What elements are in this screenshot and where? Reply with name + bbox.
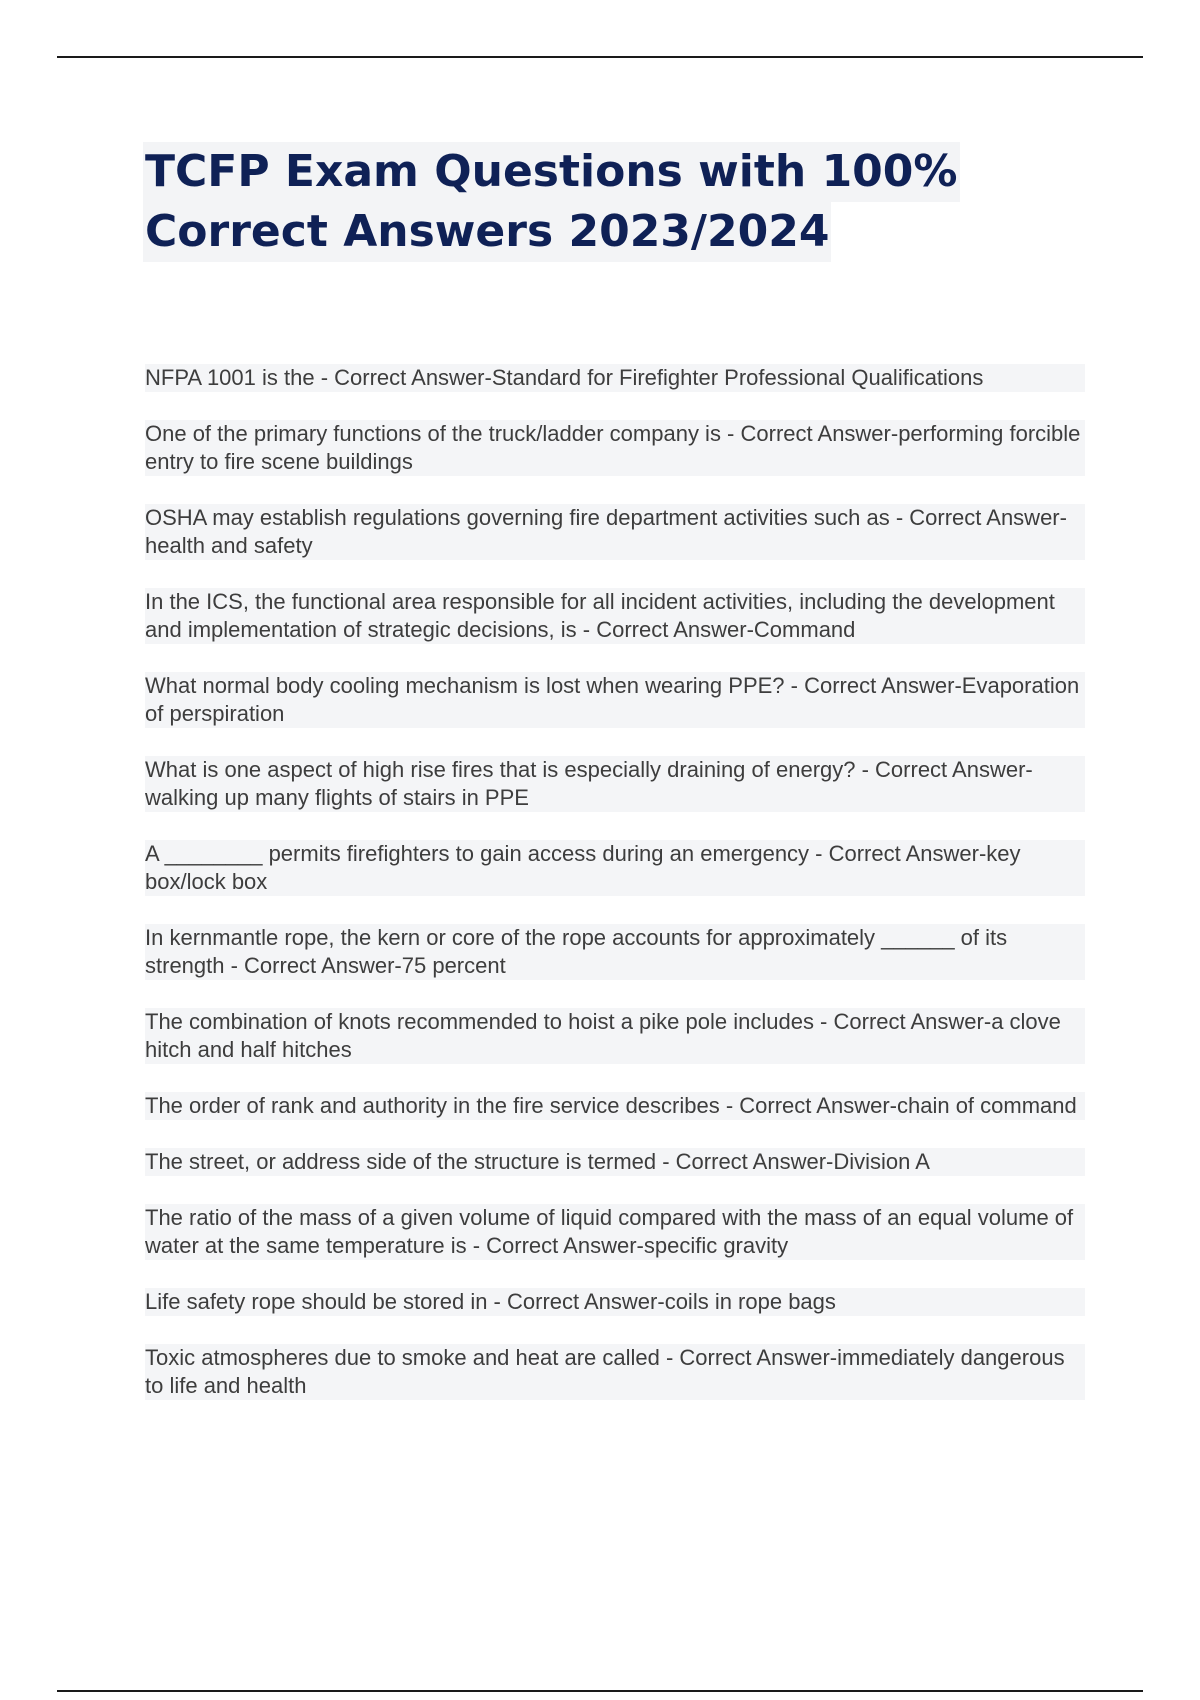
qa-item: The street, or address side of the structure is termed - Correct Answer-Division A — [145, 1148, 1085, 1176]
qa-item: What is one aspect of high rise fires that is especially draining of energy? - Correct Answer-walking up many flights of stairs in PPE — [145, 756, 1085, 812]
qa-item: The combination of knots recommended to hoist a pike pole includes - Correct Answer-a clove hitch and half hitches — [145, 1008, 1085, 1064]
qa-item: The order of rank and authority in the fire service describes - Correct Answer-chain of command — [145, 1092, 1085, 1120]
qa-item: The ratio of the mass of a given volume of liquid compared with the mass of an equal volume of water at the same temperature is - Correct Answer-specific gravity — [145, 1204, 1085, 1260]
qa-item: What normal body cooling mechanism is lost when wearing PPE? - Correct Answer-Evaporation of perspiration — [145, 672, 1085, 728]
qa-item: A ________ permits firefighters to gain access during an emergency - Correct Answer-key box/lock box — [145, 840, 1085, 896]
title-line-2: Correct Answers 2023/2024 — [143, 202, 831, 262]
qa-item: In the ICS, the functional area responsible for all incident activities, including the development and implementation of strategic decisions, is - Correct Answer-Command — [145, 588, 1085, 644]
qa-item: OSHA may establish regulations governing fire department activities such as - Correct Answer-health and safety — [145, 504, 1085, 560]
qa-item: In kernmantle rope, the kern or core of the rope accounts for approximately ______ of its strength - Correct Answer-75 percent — [145, 924, 1085, 980]
bottom-rule — [57, 1690, 1143, 1692]
qa-item: NFPA 1001 is the - Correct Answer-Standard for Firefighter Professional Qualifications — [145, 364, 1085, 392]
qa-list — [145, 364, 1085, 1428]
qa-item: Toxic atmospheres due to smoke and heat are called - Correct Answer-immediately dangerous to life and health — [145, 1344, 1085, 1400]
top-rule — [57, 56, 1143, 58]
qa-item: One of the primary functions of the truck/ladder company is - Correct Answer-performing forcible entry to fire scene buildings — [145, 420, 1085, 476]
title-line-1: TCFP Exam Questions with 100% — [143, 142, 960, 202]
document-title — [143, 142, 1123, 262]
qa-item: Life safety rope should be stored in - Correct Answer-coils in rope bags — [145, 1288, 1085, 1316]
